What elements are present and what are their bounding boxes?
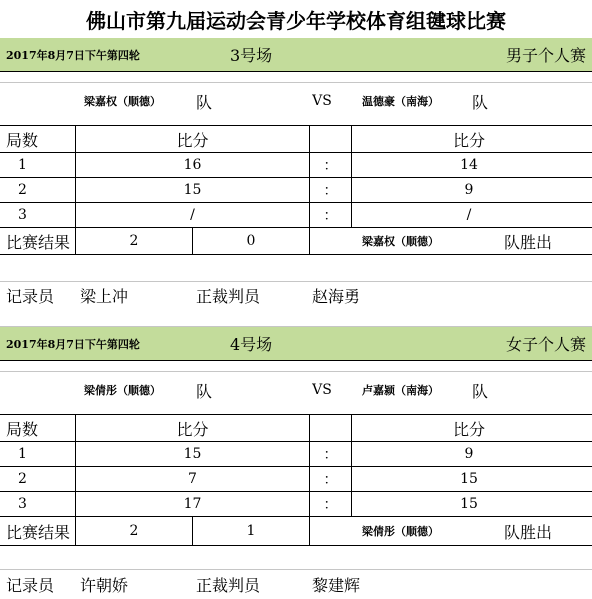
result-row <box>0 228 592 255</box>
score-left: / <box>76 203 310 227</box>
score-left: 7 <box>76 467 310 491</box>
winner-name: 梁嘉权（顺德） <box>362 235 439 248</box>
game-no: 1 <box>0 153 76 177</box>
game-no: 2 <box>0 178 76 202</box>
score-right: 15 <box>460 471 478 487</box>
players-row <box>0 372 592 408</box>
winner-name: 梁倩彤（顺德） <box>362 525 439 538</box>
game-row <box>0 153 592 178</box>
court-text: 3号场 <box>230 46 273 65</box>
player-left: 梁嘉权（顺德） <box>84 95 161 108</box>
winner-suffix: 队胜出 <box>503 232 552 252</box>
match-header <box>0 327 592 361</box>
score-colon: ： <box>310 178 352 202</box>
score-header-left: 比分 <box>76 126 310 152</box>
blank-row <box>0 546 592 570</box>
result-row <box>0 517 592 546</box>
blank-row <box>0 309 592 327</box>
recorder-name: 梁上冲 <box>80 287 129 306</box>
referee-name: 黎建辉 <box>312 576 361 595</box>
score-right: 14 <box>460 157 478 173</box>
players-row <box>0 83 592 119</box>
game-no-header: 局数 <box>0 126 76 152</box>
score-colon: ： <box>310 442 352 466</box>
team-suffix: 队 <box>472 381 489 401</box>
recorder-label: 记录员 <box>6 287 55 306</box>
game-row <box>0 203 592 228</box>
score-header-left: 比分 <box>76 415 310 441</box>
team-suffix: 队 <box>196 381 213 401</box>
score-colon: ： <box>310 467 352 491</box>
score-header-row <box>0 125 592 153</box>
score-right: 9 <box>464 446 474 462</box>
blank-row <box>0 72 592 83</box>
blank-row <box>0 255 592 282</box>
game-row <box>0 467 592 492</box>
game-no: 1 <box>0 442 76 466</box>
score-header-row <box>0 414 592 442</box>
game-row <box>0 178 592 203</box>
score-left: 15 <box>76 178 310 202</box>
result-label: 比赛结果 <box>0 517 76 545</box>
round-text: 2017年8月7日下午第四轮 <box>6 48 140 62</box>
vs-label: VS <box>312 382 332 398</box>
result-left: 2 <box>76 228 193 254</box>
player-right: 温德豪（南海） <box>362 95 439 108</box>
recorder-name: 许朝娇 <box>80 576 129 595</box>
result-right: 0 <box>193 228 310 254</box>
referee-name: 赵海勇 <box>312 287 361 306</box>
player-right: 卢嘉颍（南海） <box>362 384 439 397</box>
blank-row <box>0 361 592 372</box>
result-left: 2 <box>76 517 193 545</box>
game-no: 3 <box>0 203 76 227</box>
game-no-header: 局数 <box>0 415 76 441</box>
event-text: 男子个人赛 <box>505 46 586 65</box>
event-text: 女子个人赛 <box>505 335 586 354</box>
score-right: / <box>466 207 472 223</box>
game-no: 2 <box>0 467 76 491</box>
score-header-right: 比分 <box>452 419 485 439</box>
result-right: 1 <box>193 517 310 545</box>
game-no: 3 <box>0 492 76 516</box>
title-row <box>0 0 592 38</box>
vs-label: VS <box>312 93 332 109</box>
referee-label: 正裁判员 <box>196 576 261 595</box>
score-left: 16 <box>76 153 310 177</box>
score-right: 9 <box>464 182 474 198</box>
score-colon: ： <box>310 203 352 227</box>
officials-row <box>0 570 592 599</box>
match-header <box>0 38 592 72</box>
officials-row <box>0 282 592 309</box>
player-left: 梁倩彤（顺德） <box>84 384 161 397</box>
score-colon: ： <box>310 153 352 177</box>
score-left: 17 <box>76 492 310 516</box>
game-row <box>0 442 592 467</box>
referee-label: 正裁判员 <box>196 287 261 306</box>
winner-suffix: 队胜出 <box>503 522 552 542</box>
score-colon: ： <box>310 492 352 516</box>
court-text: 4号场 <box>230 335 273 354</box>
score-left: 15 <box>76 442 310 466</box>
result-label: 比赛结果 <box>0 228 76 254</box>
score-header-right: 比分 <box>452 130 485 150</box>
page-title: 佛山市第九届运动会青少年学校体育组毽球比赛 <box>86 8 506 33</box>
team-suffix: 队 <box>196 92 213 112</box>
team-suffix: 队 <box>472 92 489 112</box>
score-right: 15 <box>460 496 478 512</box>
round-text: 2017年8月7日下午第四轮 <box>6 337 140 351</box>
game-row <box>0 492 592 517</box>
recorder-label: 记录员 <box>6 576 55 595</box>
